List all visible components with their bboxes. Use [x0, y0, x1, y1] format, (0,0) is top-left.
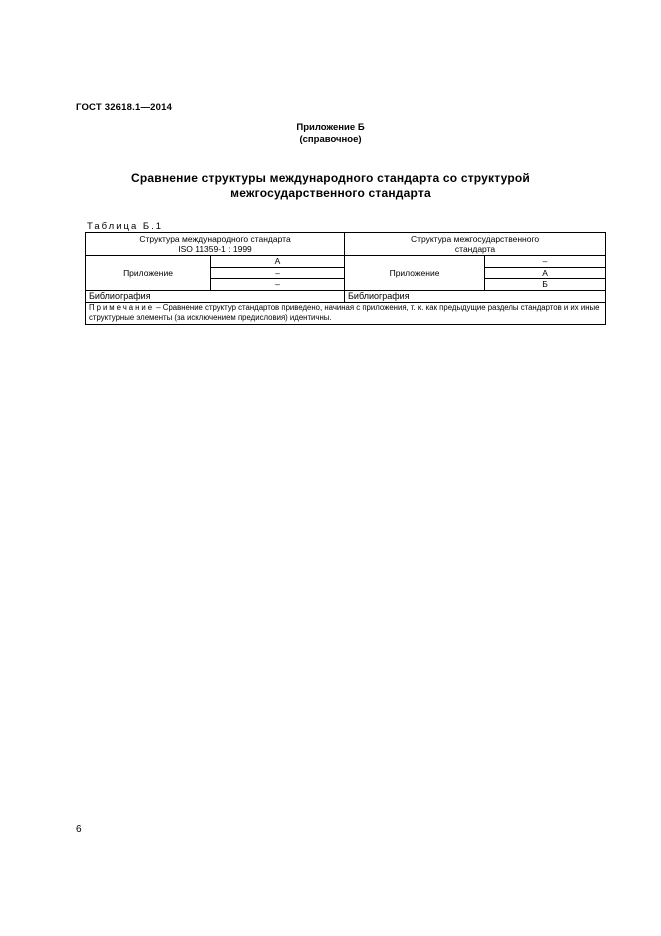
annex-interstate-sub-2: А: [485, 267, 606, 279]
annex-interstate-sub-1: –: [485, 256, 606, 268]
header-international-structure: [86, 233, 345, 256]
appendix-title: Приложение Б: [296, 122, 365, 133]
header-interstate-structure: [345, 233, 606, 256]
header-interstate-line2: стандарта: [454, 244, 496, 254]
document-title-line2: межгосударственного стандарта: [230, 186, 431, 200]
annex-interstate-cell: Приложение: [345, 256, 485, 291]
table-header-row: [86, 233, 606, 256]
annex-intl-sub-2: –: [211, 267, 345, 279]
table-row: [86, 290, 606, 302]
annex-interstate-sub-3: Б: [485, 279, 606, 291]
table-caption: Таблица Б.1: [87, 221, 164, 232]
comparison-table: [85, 232, 606, 325]
note-text: – Сравнение структур стандартов приведено, начиная с приложения, т. к. как предыдущие разделы стандартов и их иные структурные элементы (за исключением предисловия) идентичны.: [89, 302, 600, 322]
annex-intl-sub-3: –: [211, 279, 345, 291]
table-note: [86, 302, 606, 324]
note-label: Примечание: [89, 302, 155, 312]
bibliography-interstate-cell: Библиография: [345, 290, 606, 302]
annex-intl-cell: Приложение: [86, 256, 211, 291]
document-title-line1: Сравнение структуры международного стандарта со структурой: [131, 171, 530, 185]
table-note-row: [86, 302, 606, 324]
annex-intl-sub-1: А: [211, 256, 345, 268]
page-number: 6: [76, 824, 82, 835]
appendix-type: (справочное): [299, 134, 362, 145]
header-intl-line2: ISO 11359-1 : 1999: [178, 244, 252, 254]
bibliography-intl-cell: Библиография: [86, 290, 345, 302]
standard-code: ГОСТ 32618.1—2014: [76, 102, 173, 113]
table-row: [86, 256, 606, 268]
header-intl-line1: Структура международного стандарта: [139, 233, 291, 244]
header-interstate-line1: Структура межгосударственного: [410, 233, 540, 244]
